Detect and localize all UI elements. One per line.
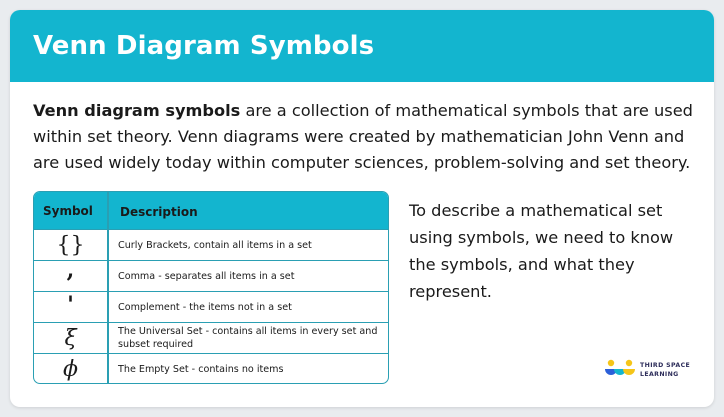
header-banner (10, 10, 714, 82)
description-complement: Complement - the items not in a set (118, 301, 292, 313)
symbol-universal-set: ξ (64, 325, 77, 351)
symbol-empty-set: ϕ (63, 356, 78, 382)
symbol-comma: , (66, 257, 75, 283)
header-description: Description (120, 205, 198, 219)
logo-mark-icon (602, 358, 638, 384)
column-divider (107, 192, 109, 383)
table-row (34, 257, 388, 292)
lesson-card (10, 10, 714, 407)
description-comma: Comma - separates all items in a set (118, 270, 295, 282)
table-row (34, 354, 388, 384)
symbol-complement: ' (67, 292, 74, 318)
intro-bold-term: Venn diagram symbols (33, 101, 241, 120)
logo-text-line1: THIRD SPACE (640, 362, 691, 369)
symbol-curly-brackets: {} (56, 232, 85, 258)
intro-text: are a collection of mathematical symbols that are used within set theory. Venn diagrams were created by mathematician John Venn and are used widely today within computer sciences, problem-solving and set theory. (33, 101, 693, 172)
description-empty-set: The Empty Set - contains no items (118, 363, 284, 375)
table-row (34, 292, 388, 323)
table-header (34, 192, 388, 230)
description-universal-set: The Universal Set - contains all items in every set and subset required (118, 326, 378, 350)
third-space-learning-logo (602, 358, 712, 388)
table-row (34, 323, 388, 354)
description-curly-brackets: Curly Brackets, contain all items in a set (118, 239, 312, 251)
side-explanation: To describe a mathematical set using symbols, we need to know the symbols, and what they represent. (409, 201, 674, 301)
header-symbol: Symbol (43, 204, 93, 218)
intro-paragraph (33, 98, 703, 176)
page-title: Venn Diagram Symbols (33, 31, 375, 61)
logo-text-line2: LEARNING (640, 371, 679, 378)
symbols-table (33, 191, 389, 384)
